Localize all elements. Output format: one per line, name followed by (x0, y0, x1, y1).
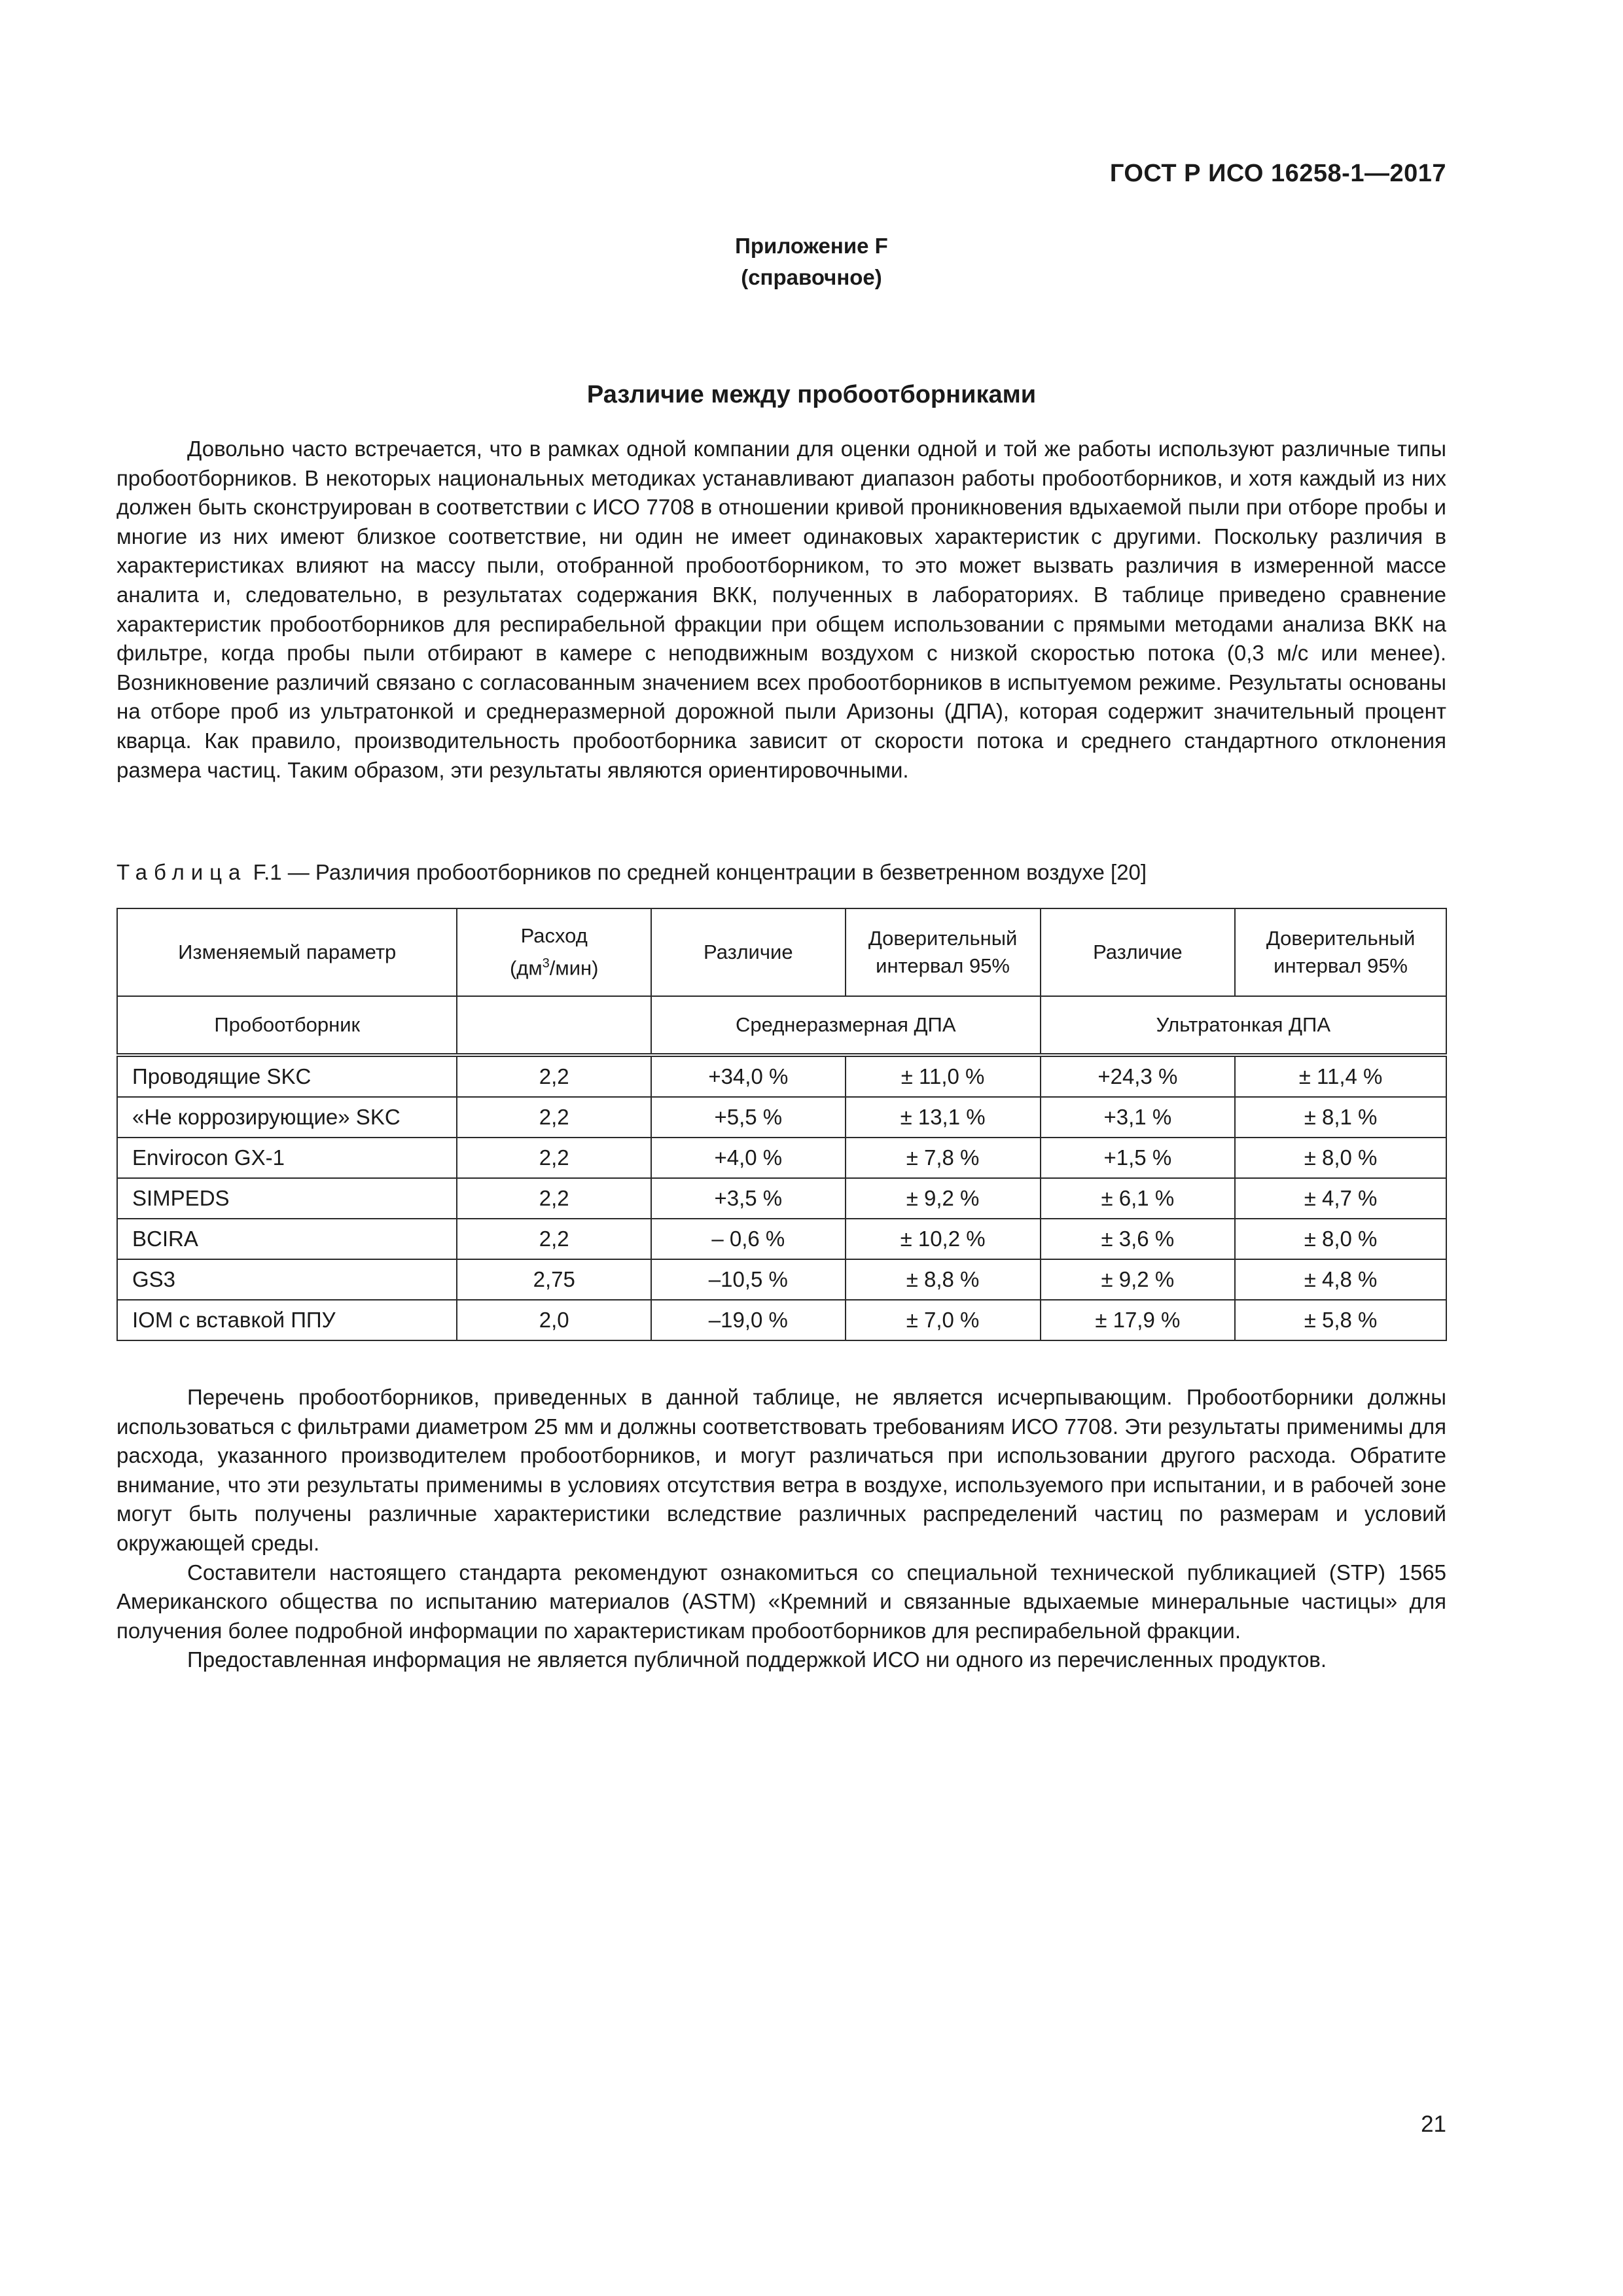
cell-diff-medium: +3,5 % (651, 1178, 846, 1219)
header-ci-ultra-line1: Доверительный (1266, 927, 1416, 950)
cell-ci-medium: ± 7,8 % (846, 1138, 1041, 1178)
table-row (117, 1097, 1446, 1138)
cell-ci-medium: ± 11,0 % (846, 1055, 1041, 1097)
header-ci-medium (846, 908, 1041, 996)
page-number: 21 (1421, 2111, 1446, 2137)
subheader-sampler: Пробоотборник (117, 996, 457, 1055)
cell-diff-ultra: ± 3,6 % (1041, 1219, 1236, 1259)
cell-name: SIMPEDS (117, 1178, 457, 1219)
header-flow-unit-post: /мин) (549, 956, 599, 980)
table-caption-number: F.1 (253, 860, 282, 884)
cell-flow: 2,75 (457, 1259, 651, 1300)
cell-diff-medium: –19,0 % (651, 1300, 846, 1340)
cell-diff-ultra: +24,3 % (1041, 1055, 1236, 1097)
cell-ci-medium: ± 7,0 % (846, 1300, 1041, 1340)
cell-ci-ultra: ± 8,0 % (1235, 1219, 1446, 1259)
cell-flow: 2,2 (457, 1219, 651, 1259)
cell-ci-ultra: ± 5,8 % (1235, 1300, 1446, 1340)
header-ci-ultra (1235, 908, 1446, 996)
cell-flow: 2,2 (457, 1097, 651, 1138)
header-flow (457, 908, 651, 996)
table-row (117, 1259, 1446, 1300)
header-flow-line1: Расход (520, 924, 588, 948)
cell-diff-ultra: ± 17,9 % (1041, 1300, 1236, 1340)
cell-ci-ultra: ± 4,7 % (1235, 1178, 1446, 1219)
header-diff-medium: Различие (651, 908, 846, 996)
table-body (117, 1055, 1446, 1340)
sampler-comparison-table (116, 908, 1447, 1341)
cell-name: GS3 (117, 1259, 457, 1300)
cell-flow: 2,2 (457, 1055, 651, 1097)
header-flow-unit-sup: 3 (542, 956, 550, 971)
subheader-ultrafine-dust: Ультратонкая ДПА (1041, 996, 1446, 1055)
closing-text (116, 1383, 1446, 1675)
cell-diff-medium: +4,0 % (651, 1138, 846, 1178)
cell-ci-ultra: ± 11,4 % (1235, 1055, 1446, 1097)
annex-title: Приложение F (735, 234, 888, 258)
header-flow-line2 (464, 950, 644, 982)
cell-diff-medium: –10,5 % (651, 1259, 846, 1300)
table-row (117, 1300, 1446, 1340)
cell-diff-ultra: ± 9,2 % (1041, 1259, 1236, 1300)
intro-paragraph: Довольно часто встречается, что в рамках одной компании для оценки одной и той же работы используют различные типы пробоотборников. В некоторых национальных методиках устанавливают диапазон работы пробоотборников, и хотя каждый из них должен быть сконструирован в соответствии с ИСО 7708 в отношении кривой проникновения вдыхаемой пыли при отборе пробы и многие из них имеют близкое соответствие, ни один не имеет одинаковых характеристик с другими. Поскольку различия в характеристиках влияют на массу пыли, отобранной пробоотборником, то это может вызвать различия в измеренной массе аналита и, следовательно, в результатах содержания ВКК, полученных в лабораториях. В таблице приведено сравнение характеристик пробоотборников для респирабельной фракции при общем использовании с прямыми методами анализа ВКК на фильтре, когда пробы пыли отбирают в камере с неподвижным воздухом с низкой скоростью потока (0,3 м/с или менее). Возникновение различий связано с согласованным значением всех пробоотборников в испытуемом режиме. Результаты основаны на отборе проб из ультратонкой и среднеразмерной дорожной пыли Аризоны (ДПА), которая содержит значительный процент кварца. Как правило, производительность пробоотборника зависит от скорости потока и среднего стандартного отклонения размера частиц. Таким образом, эти результаты являются ориентировочными. (116, 437, 1446, 782)
table-caption (116, 860, 1147, 885)
table-row (117, 1219, 1446, 1259)
cell-ci-medium: ± 13,1 % (846, 1097, 1041, 1138)
table-header-row (117, 908, 1446, 996)
subheader-medium-dust: Среднеразмерная ДПА (651, 996, 1041, 1055)
cell-diff-medium: – 0,6 % (651, 1219, 846, 1259)
table-row (117, 1178, 1446, 1219)
subheader-empty (457, 996, 651, 1055)
cell-flow: 2,0 (457, 1300, 651, 1340)
table-caption-text: — Различия пробоотборников по средней концентрации в безветренном воздухе [20] (287, 860, 1147, 884)
intro-text (116, 435, 1446, 785)
header-ci-medium-line1: Доверительный (868, 927, 1018, 950)
table-subheader-row (117, 996, 1446, 1055)
cell-diff-ultra: +3,1 % (1041, 1097, 1236, 1138)
cell-diff-medium: +34,0 % (651, 1055, 846, 1097)
closing-paragraph-2: Составители настоящего стандарта рекомендуют ознакомиться со специальной технической публикацией (STP) 1565 Американского общества по испытанию материалов (ASTM) «Кремний и связанные вдыхаемые минеральные частицы» для получения более подробной информации по характеристикам пробоотборников для респирабельной фракции. (116, 1560, 1446, 1643)
cell-name: Проводящие SKC (117, 1055, 457, 1097)
cell-flow: 2,2 (457, 1138, 651, 1178)
closing-paragraph-1: Перечень пробоотборников, приведенных в данной таблице, не является исчерпывающим. Пробоотборники должны использоваться с фильтрами диаметром 25 мм и должны соответствовать требованиям ИСО 7708. Эти результаты применимы для расхода, указанного производителем пробоотборников, и могут различаться при использовании другого расхода. Обратите внимание, что эти результаты применимы в условиях отсутствия ветра в воздухе, используемого при испытании, и в рабочей зоне могут быть получены различные характеристики вследствие различных распределений частиц по размерам и условий окружающей среды. (116, 1385, 1446, 1555)
section-title: Различие между пробоотборниками (586, 381, 1037, 408)
table-caption-label: Таблица (116, 860, 247, 884)
closing-paragraph-3: Предоставленная информация не является публичной поддержкой ИСО ни одного из перечисленных продуктов. (187, 1647, 1327, 1672)
annex-subtitle: (справочное) (741, 265, 882, 289)
header-flow-unit-pre: (дм (509, 956, 543, 980)
cell-flow: 2,2 (457, 1178, 651, 1219)
cell-ci-ultra: ± 4,8 % (1235, 1259, 1446, 1300)
cell-name: IOM с вставкой ППУ (117, 1300, 457, 1340)
table-row (117, 1138, 1446, 1178)
header-ci-medium-line2: интервал 95% (876, 954, 1010, 977)
header-param: Изменяемый параметр (117, 908, 457, 996)
cell-name: «Не коррозирующие» SKC (117, 1097, 457, 1138)
cell-ci-ultra: ± 8,1 % (1235, 1097, 1446, 1138)
cell-name: BCIRA (117, 1219, 457, 1259)
cell-diff-ultra: ± 6,1 % (1041, 1178, 1236, 1219)
cell-ci-medium: ± 9,2 % (846, 1178, 1041, 1219)
table-row (117, 1055, 1446, 1097)
cell-ci-medium: ± 8,8 % (846, 1259, 1041, 1300)
annex-heading (0, 230, 1623, 293)
cell-diff-ultra: +1,5 % (1041, 1138, 1236, 1178)
cell-diff-medium: +5,5 % (651, 1097, 846, 1138)
header-ci-ultra-line2: интервал 95% (1274, 954, 1408, 977)
cell-ci-medium: ± 10,2 % (846, 1219, 1041, 1259)
header-diff-ultra: Различие (1041, 908, 1236, 996)
cell-ci-ultra: ± 8,0 % (1235, 1138, 1446, 1178)
cell-name: Envirocon GX-1 (117, 1138, 457, 1178)
document-code: ГОСТ Р ИСО 16258-1—2017 (1109, 160, 1446, 187)
